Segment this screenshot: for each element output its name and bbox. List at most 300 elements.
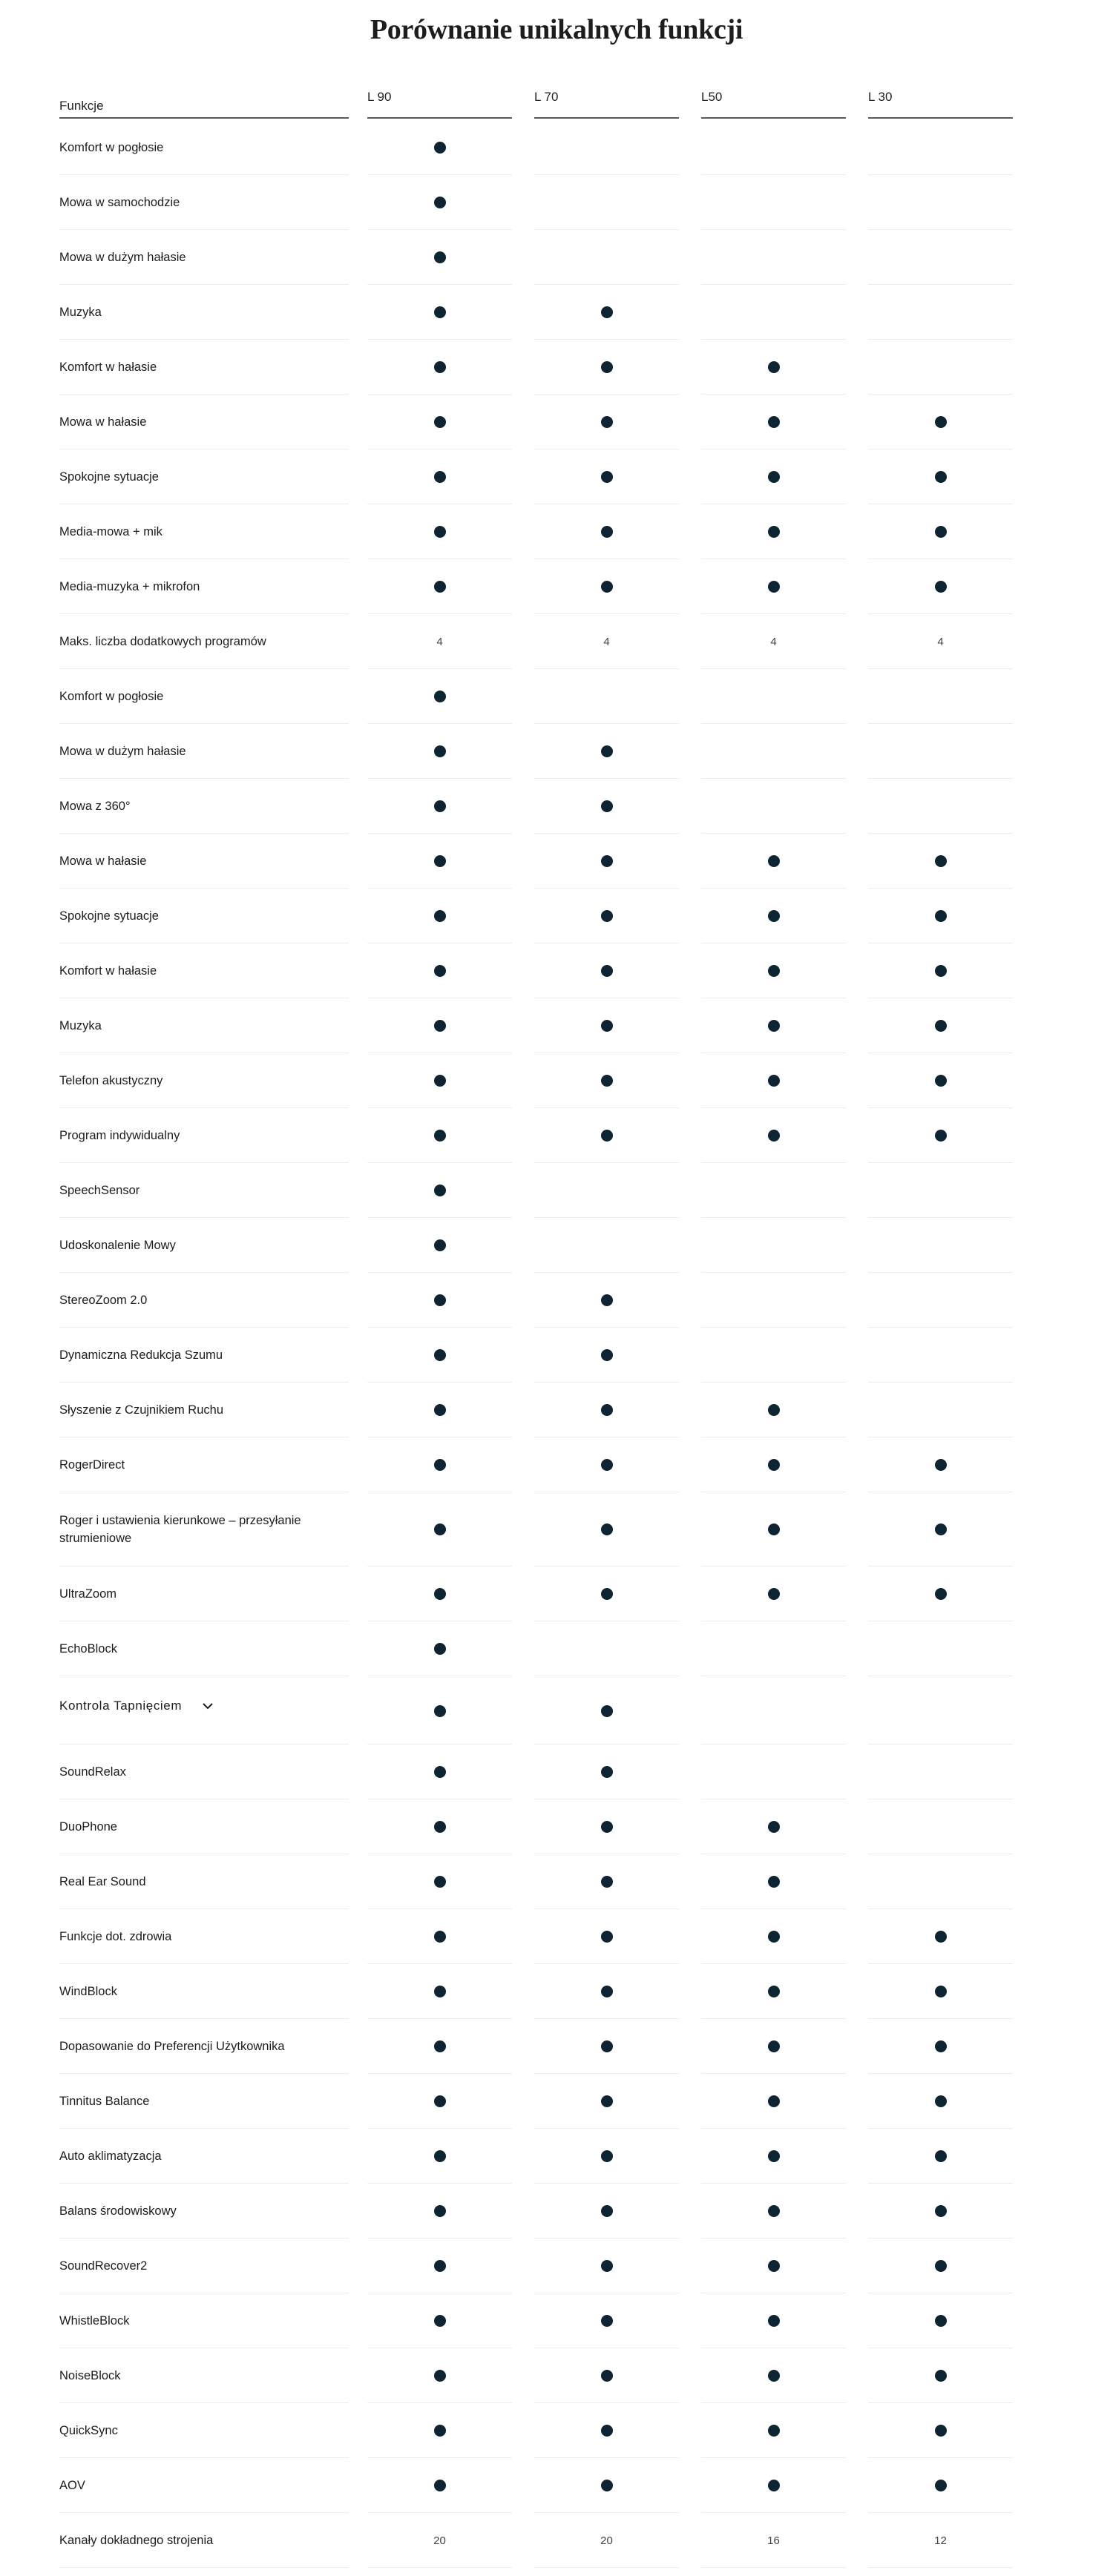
cell-l90: [367, 1909, 512, 1964]
cell-l50: [701, 1909, 846, 1964]
cell-l50: [701, 1328, 846, 1383]
table-row: [0, 559, 1113, 614]
filled-circle-icon: [768, 1020, 780, 1032]
cell-value: 20: [600, 2534, 613, 2547]
table-row: [0, 1964, 1113, 2019]
table-row: [0, 395, 1113, 449]
cell-l90: [367, 998, 512, 1053]
cell-l50: [701, 2403, 846, 2458]
filled-circle-icon: [935, 1130, 947, 1142]
feature-label: Komfort w pogłosie: [59, 690, 164, 703]
filled-circle-icon: [434, 471, 446, 483]
cell-l70: [534, 724, 679, 779]
filled-circle-icon: [768, 1130, 780, 1142]
cell-l90: [367, 2239, 512, 2293]
table-row: [0, 1854, 1113, 1909]
cell-l30: [868, 1383, 1013, 1437]
cell-l90: [367, 340, 512, 395]
cell-l30: [868, 2184, 1013, 2239]
filled-circle-icon: [601, 581, 613, 593]
cell-l70: [534, 1621, 679, 1676]
feature-label: Mowa w samochodzie: [59, 196, 180, 209]
cell-l30: [868, 2513, 1013, 2568]
cell-l90: [367, 724, 512, 779]
cell-l30: [868, 1909, 1013, 1964]
filled-circle-icon: [601, 2315, 613, 2327]
table-row: [0, 724, 1113, 779]
table-row: [0, 1492, 1113, 1567]
cell-l70: [534, 449, 679, 504]
filled-circle-icon: [434, 1523, 446, 1535]
cell-l70: [534, 1273, 679, 1328]
filled-circle-icon: [434, 197, 446, 208]
cell-l50: [701, 504, 846, 559]
cell-l30: [868, 2403, 1013, 2458]
cell-l70: [534, 889, 679, 943]
filled-circle-icon: [601, 1020, 613, 1032]
cell-l90: [367, 2129, 512, 2184]
feature-label: Spokojne sytuacje: [59, 909, 159, 923]
feature-label: Dynamiczna Redukcja Szumu: [59, 1348, 223, 1362]
filled-circle-icon: [935, 855, 947, 867]
feature-label: NoiseBlock: [59, 2369, 121, 2382]
cell-l50: [701, 1108, 846, 1163]
cell-l30: [868, 449, 1013, 504]
filled-circle-icon: [601, 1821, 613, 1833]
feature-label: Auto aklimatyzacja: [59, 2150, 162, 2163]
filled-circle-icon: [935, 471, 947, 483]
cell-l30: [868, 2239, 1013, 2293]
cell-l90: [367, 1163, 512, 1218]
cell-l30: [868, 1492, 1013, 1567]
filled-circle-icon: [935, 526, 947, 538]
filled-circle-icon: [434, 800, 446, 812]
cell-l70: [534, 1567, 679, 1621]
cell-l90: [367, 2074, 512, 2129]
cell-l90: [367, 2348, 512, 2403]
cell-l50: [701, 395, 846, 449]
cell-l50: [701, 779, 846, 834]
cell-l70: [534, 1799, 679, 1854]
cell-value: 16: [767, 2534, 780, 2547]
cell-l30: [868, 1108, 1013, 1163]
cell-l70: [534, 1108, 679, 1163]
filled-circle-icon: [434, 1705, 446, 1717]
cell-l70: [534, 285, 679, 340]
cell-l70: [534, 943, 679, 998]
filled-circle-icon: [434, 1876, 446, 1888]
table-row: [0, 1621, 1113, 1676]
filled-circle-icon: [935, 416, 947, 428]
filled-circle-icon: [434, 2315, 446, 2327]
filled-circle-icon: [768, 2315, 780, 2327]
filled-circle-icon: [434, 1294, 446, 1306]
table-row: [0, 2129, 1113, 2184]
filled-circle-icon: [768, 2040, 780, 2052]
cell-l30: [868, 1567, 1013, 1621]
filled-circle-icon: [601, 1294, 613, 1306]
cell-l50: [701, 1745, 846, 1799]
filled-circle-icon: [434, 745, 446, 757]
cell-l30: [868, 1218, 1013, 1273]
filled-circle-icon: [434, 1130, 446, 1142]
cell-l30: [868, 175, 1013, 230]
cell-l50: [701, 1676, 846, 1745]
filled-circle-icon: [434, 2150, 446, 2162]
filled-circle-icon: [935, 2260, 947, 2272]
cell-l70: [534, 230, 679, 285]
cell-l50: [701, 2293, 846, 2348]
cell-l30: [868, 1163, 1013, 1218]
model-header-l30: L 30: [868, 88, 1013, 119]
cell-l50: [701, 1567, 846, 1621]
cell-l90: [367, 120, 512, 175]
cell-l90: [367, 2293, 512, 2348]
feature-label: RogerDirect: [59, 1458, 125, 1472]
feature-label: SoundRecover2: [59, 2259, 148, 2273]
filled-circle-icon: [601, 1766, 613, 1778]
cell-value: 20: [433, 2534, 446, 2547]
feature-label: Kontrola Tapnięciem: [59, 1699, 183, 1713]
cell-l50: [701, 1492, 846, 1567]
filled-circle-icon: [601, 2150, 613, 2162]
cell-l90: [367, 1567, 512, 1621]
cell-l50: [701, 1437, 846, 1492]
filled-circle-icon: [935, 1459, 947, 1471]
feature-label: DuoPhone: [59, 1820, 117, 1834]
filled-circle-icon: [601, 1588, 613, 1600]
cell-l50: [701, 2239, 846, 2293]
table-row: [0, 2513, 1113, 2568]
filled-circle-icon: [434, 2425, 446, 2437]
filled-circle-icon: [434, 142, 446, 154]
filled-circle-icon: [935, 965, 947, 977]
filled-circle-icon: [434, 1821, 446, 1833]
feature-label: Komfort w hałasie: [59, 964, 157, 978]
filled-circle-icon: [434, 416, 446, 428]
filled-circle-icon: [601, 1986, 613, 1997]
filled-circle-icon: [434, 1075, 446, 1087]
cell-l50: [701, 449, 846, 504]
cell-l30: [868, 285, 1013, 340]
table-row: [0, 1328, 1113, 1383]
cell-l50: [701, 1053, 846, 1108]
filled-circle-icon: [601, 526, 613, 538]
cell-l30: [868, 1745, 1013, 1799]
cell-l90: [367, 614, 512, 669]
filled-circle-icon: [935, 1523, 947, 1535]
cell-l90: [367, 1383, 512, 1437]
cell-l50: [701, 2129, 846, 2184]
feature-label: Mowa w dużym hałasie: [59, 251, 186, 264]
cell-l90: [367, 285, 512, 340]
table-row: [0, 834, 1113, 889]
filled-circle-icon: [601, 745, 613, 757]
table-row: [0, 2348, 1113, 2403]
cell-l30: [868, 998, 1013, 1053]
model-header-l70: L 70: [534, 88, 679, 119]
cell-l50: [701, 1163, 846, 1218]
cell-l50: [701, 669, 846, 724]
feature-label: QuickSync: [59, 2424, 118, 2437]
filled-circle-icon: [434, 1020, 446, 1032]
cell-l50: [701, 834, 846, 889]
cell-l90: [367, 2019, 512, 2074]
feature-label: Mowa w hałasie: [59, 854, 147, 868]
filled-circle-icon: [434, 1404, 446, 1416]
filled-circle-icon: [768, 416, 780, 428]
cell-l70: [534, 340, 679, 395]
table-row: [0, 175, 1113, 230]
filled-circle-icon: [768, 361, 780, 373]
filled-circle-icon: [434, 910, 446, 922]
table-row: [0, 998, 1113, 1053]
cell-l50: [701, 1218, 846, 1273]
filled-circle-icon: [601, 965, 613, 977]
cell-l50: [701, 230, 846, 285]
filled-circle-icon: [935, 1931, 947, 1943]
filled-circle-icon: [935, 1588, 947, 1600]
cell-l90: [367, 669, 512, 724]
cell-l50: [701, 1854, 846, 1909]
feature-label: Mowa z 360°: [59, 800, 131, 813]
cell-l90: [367, 2403, 512, 2458]
filled-circle-icon: [935, 2150, 947, 2162]
cell-l70: [534, 2129, 679, 2184]
expand-feature-toggle[interactable]: [59, 1699, 214, 1713]
filled-circle-icon: [768, 526, 780, 538]
feature-label: Real Ear Sound: [59, 1875, 146, 1888]
cell-l50: [701, 2074, 846, 2129]
cell-l70: [534, 559, 679, 614]
cell-l70: [534, 2458, 679, 2513]
cell-l90: [367, 1218, 512, 1273]
table-row: [0, 340, 1113, 395]
cell-l50: [701, 1964, 846, 2019]
cell-l50: [701, 943, 846, 998]
filled-circle-icon: [768, 1459, 780, 1471]
cell-l30: [868, 2019, 1013, 2074]
cell-l70: [534, 1745, 679, 1799]
filled-circle-icon: [601, 1404, 613, 1416]
cell-l90: [367, 559, 512, 614]
cell-l50: [701, 175, 846, 230]
filled-circle-icon: [434, 1766, 446, 1778]
filled-circle-icon: [601, 1523, 613, 1535]
cell-l70: [534, 2019, 679, 2074]
cell-l50: [701, 340, 846, 395]
feature-column-header: Funkcje: [59, 86, 349, 119]
filled-circle-icon: [434, 526, 446, 538]
filled-circle-icon: [768, 2205, 780, 2217]
filled-circle-icon: [601, 306, 613, 318]
feature-label: Program indywidualny: [59, 1129, 180, 1142]
cell-l30: [868, 834, 1013, 889]
filled-circle-icon: [768, 2260, 780, 2272]
table-row: [0, 1053, 1113, 1108]
filled-circle-icon: [768, 2150, 780, 2162]
cell-l90: [367, 1964, 512, 2019]
cell-l50: [701, 1621, 846, 1676]
table-row: [0, 449, 1113, 504]
feature-label: Tinnitus Balance: [59, 2095, 150, 2108]
filled-circle-icon: [434, 1349, 446, 1361]
cell-l70: [534, 175, 679, 230]
filled-circle-icon: [601, 2095, 613, 2107]
table-row: [0, 2458, 1113, 2513]
cell-l90: [367, 1273, 512, 1328]
filled-circle-icon: [935, 2315, 947, 2327]
cell-l30: [868, 1799, 1013, 1854]
filled-circle-icon: [601, 2205, 613, 2217]
filled-circle-icon: [768, 855, 780, 867]
cell-l30: [868, 2458, 1013, 2513]
cell-l90: [367, 1492, 512, 1567]
cell-l50: [701, 2184, 846, 2239]
cell-l90: [367, 175, 512, 230]
cell-l90: [367, 943, 512, 998]
cell-l90: [367, 504, 512, 559]
filled-circle-icon: [434, 581, 446, 593]
cell-l90: [367, 1108, 512, 1163]
cell-l70: [534, 1218, 679, 1273]
filled-circle-icon: [434, 1459, 446, 1471]
cell-l30: [868, 2074, 1013, 2129]
model-header-l90: L 90: [367, 88, 512, 119]
cell-l90: [367, 2458, 512, 2513]
filled-circle-icon: [434, 2095, 446, 2107]
cell-l70: [534, 2513, 679, 2568]
filled-circle-icon: [434, 2480, 446, 2491]
cell-l90: [367, 1328, 512, 1383]
filled-circle-icon: [768, 1821, 780, 1833]
filled-circle-icon: [768, 1931, 780, 1943]
cell-l30: [868, 1437, 1013, 1492]
filled-circle-icon: [601, 2040, 613, 2052]
cell-l90: [367, 1799, 512, 1854]
filled-circle-icon: [768, 1523, 780, 1535]
filled-circle-icon: [434, 2205, 446, 2217]
cell-l70: [534, 1163, 679, 1218]
cell-l70: [534, 998, 679, 1053]
cell-l50: [701, 998, 846, 1053]
cell-l70: [534, 2074, 679, 2129]
chevron-down-icon: [201, 1699, 214, 1713]
cell-l70: [534, 1328, 679, 1383]
filled-circle-icon: [935, 2370, 947, 2382]
filled-circle-icon: [601, 361, 613, 373]
feature-label: Mowa w dużym hałasie: [59, 745, 186, 758]
cell-l90: [367, 2184, 512, 2239]
cell-l30: [868, 2129, 1013, 2184]
model-header-l50: L50: [701, 88, 846, 119]
cell-l30: [868, 1964, 1013, 2019]
filled-circle-icon: [434, 361, 446, 373]
cell-l30: [868, 889, 1013, 943]
cell-l30: [868, 669, 1013, 724]
table-row: [0, 2403, 1113, 2458]
cell-l50: [701, 120, 846, 175]
filled-circle-icon: [601, 800, 613, 812]
cell-l30: [868, 1676, 1013, 1745]
cell-l50: [701, 285, 846, 340]
cell-l70: [534, 669, 679, 724]
filled-circle-icon: [434, 965, 446, 977]
cell-l30: [868, 340, 1013, 395]
feature-label: Muzyka: [59, 306, 102, 319]
comparison-header-row: [0, 88, 1113, 119]
filled-circle-icon: [935, 2040, 947, 2052]
cell-l50: [701, 614, 846, 669]
filled-circle-icon: [434, 2370, 446, 2382]
filled-circle-icon: [601, 1931, 613, 1943]
filled-circle-icon: [935, 581, 947, 593]
filled-circle-icon: [601, 855, 613, 867]
table-row: [0, 1163, 1113, 1218]
feature-label: Media-mowa + mik: [59, 525, 162, 538]
cell-l90: [367, 449, 512, 504]
filled-circle-icon: [601, 2260, 613, 2272]
filled-circle-icon: [768, 471, 780, 483]
filled-circle-icon: [434, 2260, 446, 2272]
feature-label: Komfort w hałasie: [59, 360, 157, 374]
filled-circle-icon: [601, 1705, 613, 1717]
filled-circle-icon: [601, 2480, 613, 2491]
table-row: [0, 1676, 1113, 1745]
feature-label: Kanały dokładnego strojenia: [59, 2534, 214, 2547]
table-row: [0, 2074, 1113, 2129]
cell-l50: [701, 2019, 846, 2074]
filled-circle-icon: [434, 691, 446, 702]
cell-l70: [534, 1964, 679, 2019]
cell-l30: [868, 1053, 1013, 1108]
table-row: [0, 1108, 1113, 1163]
feature-label: Spokojne sytuacje: [59, 470, 159, 484]
cell-l70: [534, 1854, 679, 1909]
filled-circle-icon: [434, 1239, 446, 1251]
cell-l50: [701, 559, 846, 614]
filled-circle-icon: [935, 910, 947, 922]
feature-label: Maks. liczba dodatkowych programów: [59, 635, 266, 648]
filled-circle-icon: [601, 1459, 613, 1471]
cell-l30: [868, 1273, 1013, 1328]
cell-l30: [868, 1854, 1013, 1909]
feature-label: Funkcje dot. zdrowia: [59, 1930, 172, 1943]
feature-label: WhistleBlock: [59, 2314, 130, 2328]
table-row: [0, 889, 1113, 943]
table-row: [0, 2019, 1113, 2074]
feature-label: EchoBlock: [59, 1642, 117, 1656]
filled-circle-icon: [601, 910, 613, 922]
filled-circle-icon: [601, 1075, 613, 1087]
filled-circle-icon: [601, 2425, 613, 2437]
cell-l50: [701, 724, 846, 779]
cell-l70: [534, 614, 679, 669]
filled-circle-icon: [601, 1349, 613, 1361]
table-row: [0, 2293, 1113, 2348]
filled-circle-icon: [935, 2205, 947, 2217]
table-row: [0, 779, 1113, 834]
table-row: [0, 120, 1113, 175]
filled-circle-icon: [768, 910, 780, 922]
cell-l90: [367, 834, 512, 889]
cell-l30: [868, 559, 1013, 614]
filled-circle-icon: [768, 1876, 780, 1888]
table-row: [0, 1909, 1113, 1964]
cell-value: 4: [770, 635, 777, 648]
filled-circle-icon: [935, 2480, 947, 2491]
feature-label: UltraZoom: [59, 1587, 117, 1601]
